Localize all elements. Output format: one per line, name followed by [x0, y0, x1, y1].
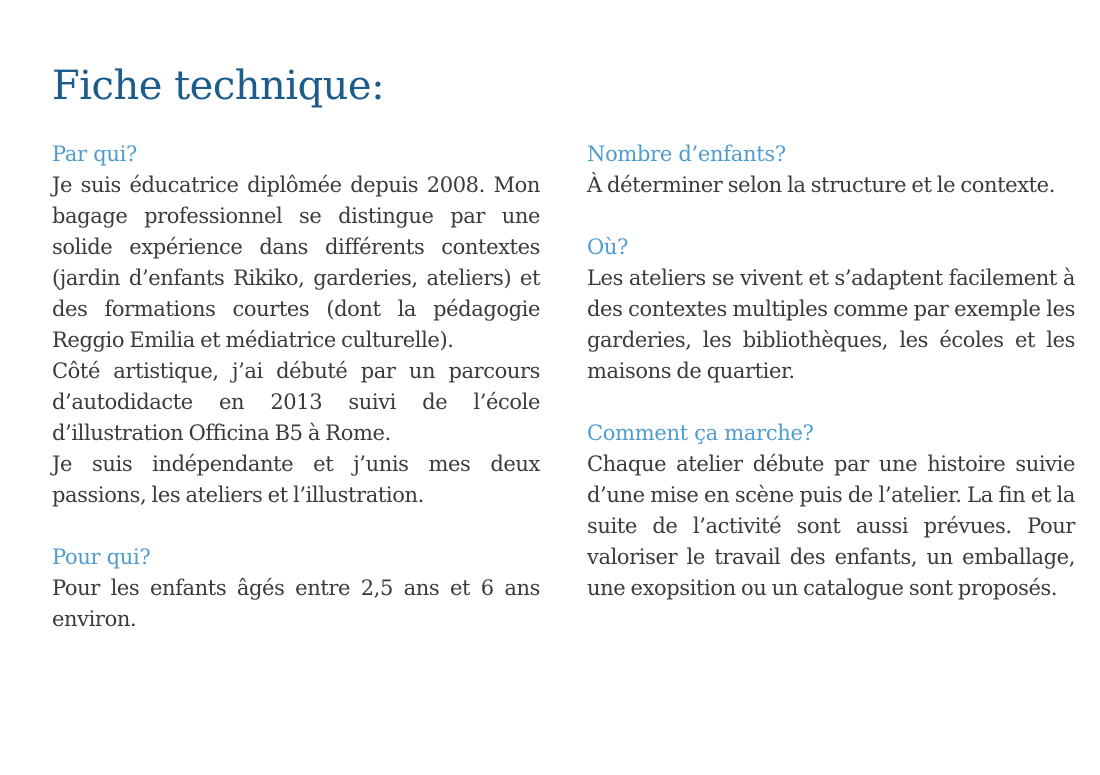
- section-heading-comment: Comment ça marche?: [587, 421, 814, 445]
- par-qui-paragraph-3: Je suis indépendante et j’unis mes deux passions, les ateliers et l’illustration.: [52, 452, 540, 507]
- section-comment: [587, 418, 1075, 604]
- par-qui-paragraph-1: Je suis éducatrice diplômée depuis 2008. Mon bagage professionnel se distingue par une solide expérience dans différents contextes (jardin d’enfants Rikiko, garderies, ateliers) et des formations courtes (dont la pédagogie Reggio Emilia et médiatrice culturelle).: [52, 173, 540, 352]
- section-ou: [587, 232, 1075, 387]
- page-title: Fiche technique:: [52, 63, 385, 109]
- section-heading-ou: Où?: [587, 235, 629, 259]
- section-par-qui: [52, 139, 540, 511]
- section-pour-qui: [52, 542, 540, 635]
- nombre-enfants-paragraph: À déterminer selon la structure et le contexte.: [587, 173, 1055, 197]
- pour-qui-paragraph: Pour les enfants âgés entre 2,5 ans et 6 ans environ.: [52, 576, 540, 631]
- ou-paragraph: Les ateliers se vivent et s’adaptent facilement à des contextes multiples comme par exemple les garderies, les bibliothèques, les écoles et les maisons de quartier.: [587, 266, 1075, 383]
- comment-paragraph: Chaque atelier débute par une histoire suivie d’une mise en scène puis de l’atelier. La fin et la suite de l’activité sont aussi prévues. Pour valoriser le travail des enfants, un emballage, une exopsition ou un catalogue sont proposés.: [587, 452, 1075, 600]
- right-column: [587, 139, 1075, 604]
- left-column: [52, 139, 540, 635]
- section-heading-pour-qui: Pour qui?: [52, 545, 151, 569]
- section-heading-nombre-enfants: Nombre d’enfants?: [587, 142, 786, 166]
- par-qui-paragraph-2: Côté artistique, j’ai débuté par un parcours d’autodidacte en 2013 suivi de l’école d’illustration Officina B5 à Rome.: [52, 359, 540, 445]
- section-heading-par-qui: Par qui?: [52, 142, 137, 166]
- section-nombre-enfants: [587, 139, 1075, 201]
